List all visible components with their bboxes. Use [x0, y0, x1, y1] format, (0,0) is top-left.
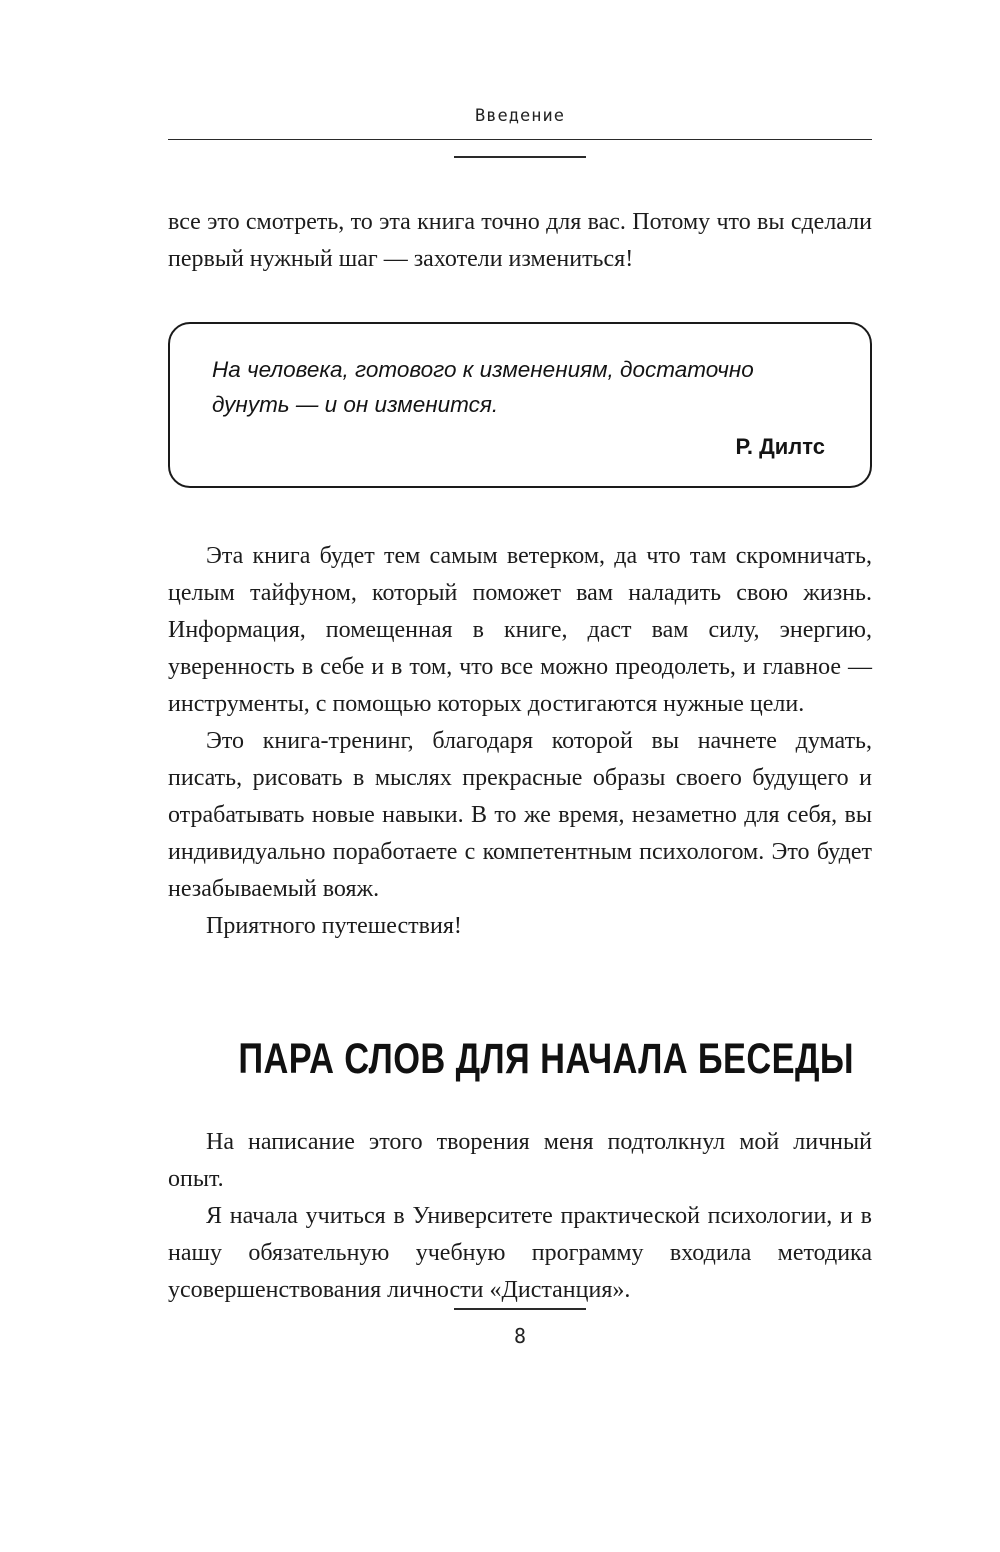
page-header [168, 106, 872, 158]
intro-paragraph: все это смотреть, то эта книга точно для вас. Потому что вы сделали первый нужный шаг — захотели измениться! [168, 209, 872, 272]
quote-attribution: Р. Дилтс [735, 434, 825, 459]
main-text-block [168, 538, 872, 945]
header-divider-ornament [454, 156, 586, 158]
quote-text: На человека, готового к изменениям, достаточно дунуть — и он изменится. [212, 357, 754, 417]
header-rule [168, 139, 872, 140]
quote-box [168, 322, 872, 488]
book-page [168, 0, 872, 1552]
running-header-title: Введение [475, 106, 565, 126]
page-footer [168, 1292, 872, 1348]
footer-divider-ornament [454, 1308, 586, 1310]
paragraph: Эта книга будет тем самым ветерком, да что там скромничать, целым тайфуном, который поможет вам наладить свою жизнь. Информация, помещенная в книге, даст вам силу, энергию, уверенность в себе и в том, что все можно преодолеть, и главное — инструменты, с помощью которых достигаются нужные цели. [168, 543, 872, 717]
paragraph: Я начала учиться в Университете практической психологии, и в нашу обязательную учебную программу входила методика усовершенствования личности «Дистанция». [168, 1203, 872, 1303]
paragraph: На написание этого творения меня подтолкнул мой личный опыт. [168, 1129, 872, 1192]
section-text-block [168, 1124, 872, 1309]
page-number: 8 [513, 1324, 527, 1348]
section-heading: ПАРА СЛОВ ДЛЯ НАЧАЛА БЕСЕДЫ [238, 1035, 854, 1083]
paragraph: Это книга-тренинг, благодаря которой вы начнете думать, писать, рисовать в мыслях прекрасные образы своего будущего и отрабатывать новые навыки. В то же время, незаметно для себя, вы индивидуально поработаете с компетентным психологом. Это будет незабываемый вояж. [168, 728, 872, 902]
paragraph: Приятного путешествия! [206, 913, 462, 939]
